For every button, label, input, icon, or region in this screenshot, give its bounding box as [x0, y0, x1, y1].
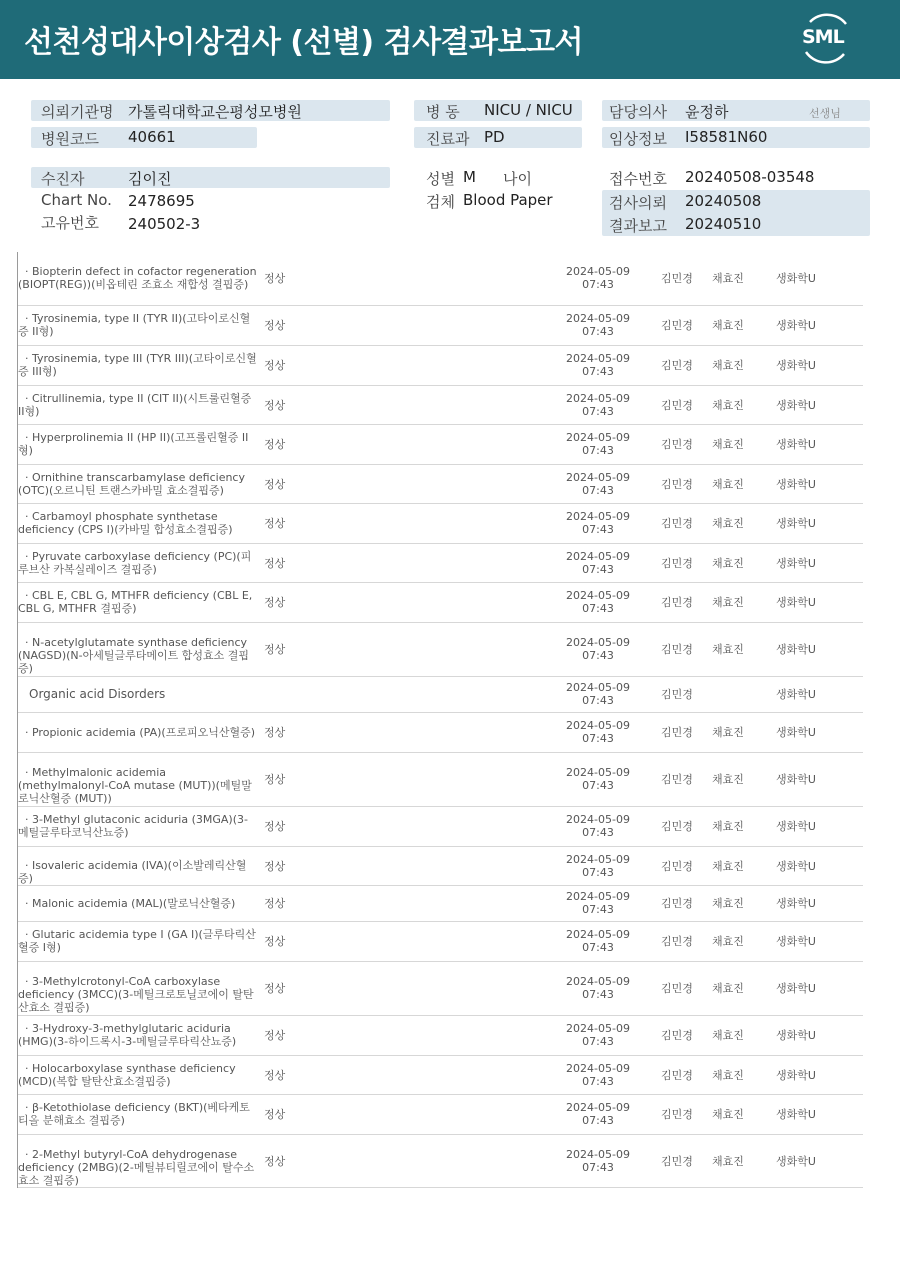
unique-label: 고유번호 [41, 214, 99, 232]
department: 생화학U [776, 319, 816, 332]
result-time: 07:43 [582, 732, 614, 745]
test-name: · Biopterin defect in cofactor regeneration (BIOPT(REG))(비옵테린 조효소 재합성 결핍증) [18, 265, 261, 291]
result-date: 2024-05-09 [566, 766, 630, 779]
result-date: 2024-05-09 [566, 312, 630, 325]
clinical-value: I58581N60 [685, 128, 768, 146]
verifier-name: 김민경 [661, 557, 693, 570]
result-value: 정상 [264, 982, 286, 995]
hospital-code-value: 40661 [128, 128, 176, 146]
institution-label: 의뢰기관명 [41, 103, 114, 121]
result-time: 07:43 [582, 988, 614, 1001]
sml-logo [796, 10, 856, 68]
department: 생화학U [776, 399, 816, 412]
report-label: 결과보고 [609, 217, 667, 235]
request-label: 검사의뢰 [609, 194, 667, 212]
test-name: · 3-Methylcrotonyl-CoA carboxylase deficiency (3MCC)(3-메틸크로토닐코에이 탈탄산효소 결핍증) [18, 975, 254, 1014]
table-row [18, 465, 863, 504]
department: 생화학U [776, 1155, 816, 1168]
age-label: 나이 [503, 170, 532, 188]
table-row [18, 623, 863, 677]
table-row [18, 1056, 863, 1095]
result-value: 정상 [264, 359, 286, 372]
reporter-name: 채효진 [712, 897, 744, 910]
test-name: · CBL E, CBL G, MTHFR deficiency (CBL E, CBL G, MTHFR 결핍증) [18, 589, 256, 615]
table-row [18, 386, 863, 425]
reporter-name: 채효진 [712, 643, 744, 656]
verifier-name: 김민경 [661, 319, 693, 332]
reporter-name: 채효진 [712, 319, 744, 332]
test-name: · Carbamoyl phosphate synthetase deficiency (CPS I)(카바밀 합성효소결핍증) [18, 510, 233, 536]
result-time: 07:43 [582, 1035, 614, 1048]
result-time: 07:43 [582, 649, 614, 662]
verifier-name: 김민경 [661, 982, 693, 995]
department: 생화학U [776, 1029, 816, 1042]
test-name: · Holocarboxylase synthase deficiency (MCD)(복합 탈탄산효소결핍증) [18, 1062, 240, 1088]
table-row [18, 425, 863, 465]
result-time: 07:43 [582, 602, 614, 615]
table-row [18, 847, 863, 886]
result-time: 07:43 [582, 1075, 614, 1088]
sex-value: M [463, 168, 476, 186]
verifier-name: 김민경 [661, 1155, 693, 1168]
reporter-name: 채효진 [712, 1108, 744, 1121]
table-row [18, 504, 863, 544]
logo-text: SML [802, 26, 844, 48]
department: 생화학U [776, 643, 816, 656]
result-time: 07:43 [582, 484, 614, 497]
reporter-name: 채효진 [712, 272, 744, 285]
department: 생화학U [776, 688, 816, 701]
department: 생화학U [776, 478, 816, 491]
table-row [18, 306, 863, 346]
verifier-name: 김민경 [661, 359, 693, 372]
verifier-name: 김민경 [661, 478, 693, 491]
result-date: 2024-05-09 [566, 975, 630, 988]
reporter-name: 채효진 [712, 935, 744, 948]
test-name: · Glutaric acidemia type I (GA I)(글루타릭산혈증 I형) [18, 928, 256, 954]
report-title: 선천성대사이상검사 (선별) 검사결과보고서 [24, 25, 583, 60]
result-value: 정상 [264, 1069, 286, 1082]
reporter-name: 채효진 [712, 517, 744, 530]
specimen-label: 검체 [426, 193, 455, 211]
table-row [18, 922, 863, 962]
reporter-name: 채효진 [712, 860, 744, 873]
test-name: · Tyrosinemia, type II (TYR II)(고타이로신혈증 II형) [18, 312, 251, 338]
result-date: 2024-05-09 [566, 928, 630, 941]
result-value: 정상 [264, 272, 286, 285]
department: 생화학U [776, 897, 816, 910]
test-name: · Citrullinemia, type II (CIT II)(시트룰린혈증 II형) [18, 392, 255, 418]
test-name: · Isovaleric acidemia (IVA)(이소발레릭산혈증) [18, 859, 247, 885]
chart-value: 2478695 [128, 192, 195, 210]
result-value: 정상 [264, 1029, 286, 1042]
verifier-name: 김민경 [661, 643, 693, 656]
verifier-name: 김민경 [661, 897, 693, 910]
verifier-name: 김민경 [661, 272, 693, 285]
doctor-suffix: 선생님 [809, 107, 841, 120]
result-value: 정상 [264, 319, 286, 332]
department: 생화학U [776, 359, 816, 372]
dept-label: 진료과 [426, 130, 470, 148]
result-time: 07:43 [582, 866, 614, 879]
table-row [18, 544, 863, 583]
verifier-name: 김민경 [661, 1108, 693, 1121]
reporter-name: 채효진 [712, 557, 744, 570]
verifier-name: 김민경 [661, 688, 693, 701]
reporter-name: 채효진 [712, 773, 744, 786]
verifier-name: 김민경 [661, 399, 693, 412]
patient-bar [31, 167, 390, 188]
report-header [0, 0, 900, 79]
result-time: 07:43 [582, 826, 614, 839]
test-name: · Methylmalonic acidemia (methylmalonyl-CoA mutase (MUT))(메틸말로닉산혈증 (MUT)) [18, 766, 252, 805]
department: 생화학U [776, 557, 816, 570]
verifier-name: 김민경 [661, 438, 693, 451]
unique-value: 240502-3 [128, 215, 201, 233]
ward-label: 병 동 [426, 103, 460, 121]
table-row [18, 807, 863, 847]
chart-label: Chart No. [41, 191, 112, 209]
table-row [18, 677, 863, 713]
request-value: 20240508 [685, 192, 762, 210]
patient-label: 수진자 [41, 170, 85, 188]
table-row [18, 583, 863, 623]
dept-value: PD [484, 128, 505, 146]
hospital-code-label: 병원코드 [41, 130, 99, 148]
result-time: 07:43 [582, 325, 614, 338]
result-value: 정상 [264, 935, 286, 948]
test-name: · Hyperprolinemia II (HP II)(고프롤린혈증 II형) [18, 431, 249, 457]
verifier-name: 김민경 [661, 726, 693, 739]
doctor-value: 윤정하 [685, 103, 729, 121]
result-value: 정상 [264, 1108, 286, 1121]
result-value: 정상 [264, 596, 286, 609]
result-date: 2024-05-09 [566, 589, 630, 602]
result-time: 07:43 [582, 278, 614, 291]
result-time: 07:43 [582, 563, 614, 576]
result-date: 2024-05-09 [566, 550, 630, 563]
reporter-name: 채효진 [712, 1029, 744, 1042]
test-name: · Tyrosinemia, type III (TYR III)(고타이로신혈증 III형) [18, 352, 257, 378]
reporter-name: 채효진 [712, 438, 744, 451]
reporter-name: 채효진 [712, 982, 744, 995]
reporter-name: 채효진 [712, 820, 744, 833]
result-date: 2024-05-09 [566, 431, 630, 444]
reporter-name: 채효진 [712, 596, 744, 609]
department: 생화학U [776, 1069, 816, 1082]
test-name: · β-Ketothiolase deficiency (BKT)(베타케토티올 분해효소 결핍증) [18, 1101, 250, 1127]
result-date: 2024-05-09 [566, 636, 630, 649]
result-value: 정상 [264, 897, 286, 910]
result-date: 2024-05-09 [566, 471, 630, 484]
result-date: 2024-05-09 [566, 1022, 630, 1035]
department: 생화학U [776, 773, 816, 786]
result-value: 정상 [264, 557, 286, 570]
patient-value: 김이진 [128, 170, 172, 188]
doctor-label: 담당의사 [609, 103, 667, 121]
table-row [18, 713, 863, 753]
result-date: 2024-05-09 [566, 1062, 630, 1075]
department: 생화학U [776, 517, 816, 530]
reporter-name: 채효진 [712, 359, 744, 372]
result-date: 2024-05-09 [566, 853, 630, 866]
result-value: 정상 [264, 726, 286, 739]
report-value: 20240510 [685, 215, 762, 233]
table-row [18, 1016, 863, 1056]
result-value: 정상 [264, 643, 286, 656]
result-value: 정상 [264, 1155, 286, 1168]
table-row [18, 1135, 863, 1188]
sex-label: 성별 [426, 170, 455, 188]
department: 생화학U [776, 935, 816, 948]
result-time: 07:43 [582, 523, 614, 536]
result-date: 2024-05-09 [566, 265, 630, 278]
department: 생화학U [776, 438, 816, 451]
result-value: 정상 [264, 517, 286, 530]
result-value: 정상 [264, 399, 286, 412]
result-value: 정상 [264, 478, 286, 491]
table-row [18, 1095, 863, 1135]
result-time: 07:43 [582, 405, 614, 418]
result-date: 2024-05-09 [566, 719, 630, 732]
result-date: 2024-05-09 [566, 1101, 630, 1114]
specimen-value: Blood Paper [463, 191, 553, 209]
test-name: · Pyruvate carboxylase deficiency (PC)(피루브산 카복실레이즈 결핍증) [18, 550, 252, 576]
results-table [17, 252, 863, 1188]
result-date: 2024-05-09 [566, 510, 630, 523]
result-date: 2024-05-09 [566, 392, 630, 405]
result-date: 2024-05-09 [566, 813, 630, 826]
reporter-name: 채효진 [712, 726, 744, 739]
table-row [18, 886, 863, 922]
reporter-name: 채효진 [712, 399, 744, 412]
table-row [18, 252, 863, 306]
result-date: 2024-05-09 [566, 681, 630, 694]
result-date: 2024-05-09 [566, 352, 630, 365]
verifier-name: 김민경 [661, 773, 693, 786]
receipt-value: 20240508-03548 [685, 168, 815, 186]
verifier-name: 김민경 [661, 1069, 693, 1082]
department: 생화학U [776, 982, 816, 995]
department: 생화학U [776, 726, 816, 739]
verifier-name: 김민경 [661, 860, 693, 873]
result-value: 정상 [264, 438, 286, 451]
department: 생화학U [776, 272, 816, 285]
department: 생화학U [776, 596, 816, 609]
test-name: · N-acetylglutamate synthase deficiency (NAGSD)(N-아세틸글루타메이트 합성효소 결핍증) [18, 636, 251, 675]
test-name: · Malonic acidemia (MAL)(말로닉산혈증) [18, 897, 236, 910]
verifier-name: 김민경 [661, 820, 693, 833]
result-date: 2024-05-09 [566, 1148, 630, 1161]
table-row [18, 962, 863, 1016]
test-name: · Propionic acidemia (PA)(프로피오닉산혈증) [18, 726, 256, 739]
result-time: 07:43 [582, 903, 614, 916]
reporter-name: 채효진 [712, 478, 744, 491]
test-name: · 3-Methyl glutaconic aciduria (3MGA)(3-메틸글루타코닉산뇨증) [18, 813, 248, 839]
department: 생화학U [776, 1108, 816, 1121]
clinical-label: 임상정보 [609, 130, 667, 148]
result-time: 07:43 [582, 779, 614, 792]
test-name: · 2-Methyl butyryl-CoA dehydrogenase deficiency (2MBG)(2-메틸뷰티릴코에이 탈수소효소 결핍증) [18, 1148, 255, 1187]
institution-value: 가톨릭대학교은평성모병원 [128, 103, 302, 121]
result-date: 2024-05-09 [566, 890, 630, 903]
table-row [18, 346, 863, 386]
ward-value: NICU / NICU [484, 101, 573, 119]
test-name: · Ornithine transcarbamylase deficiency (OTC)(오르니틴 트랜스카바밀 효소결핍증) [18, 471, 249, 497]
receipt-label: 접수번호 [609, 170, 667, 188]
test-name: · 3-Hydroxy-3-methylglutaric aciduria (HMG)(3-하이드록시-3-메틸글루타릭산뇨증) [18, 1022, 237, 1048]
result-value: 정상 [264, 773, 286, 786]
result-value: 정상 [264, 820, 286, 833]
verifier-name: 김민경 [661, 1029, 693, 1042]
result-time: 07:43 [582, 1114, 614, 1127]
test-name: Organic acid Disorders [29, 687, 166, 701]
verifier-name: 김민경 [661, 935, 693, 948]
result-time: 07:43 [582, 365, 614, 378]
verifier-name: 김민경 [661, 596, 693, 609]
reporter-name: 채효진 [712, 1069, 744, 1082]
department: 생화학U [776, 820, 816, 833]
result-time: 07:43 [582, 444, 614, 457]
result-time: 07:43 [582, 941, 614, 954]
result-time: 07:43 [582, 1161, 614, 1174]
verifier-name: 김민경 [661, 517, 693, 530]
result-time: 07:43 [582, 694, 614, 707]
result-value: 정상 [264, 860, 286, 873]
reporter-name: 채효진 [712, 1155, 744, 1168]
department: 생화학U [776, 860, 816, 873]
table-row [18, 753, 863, 807]
